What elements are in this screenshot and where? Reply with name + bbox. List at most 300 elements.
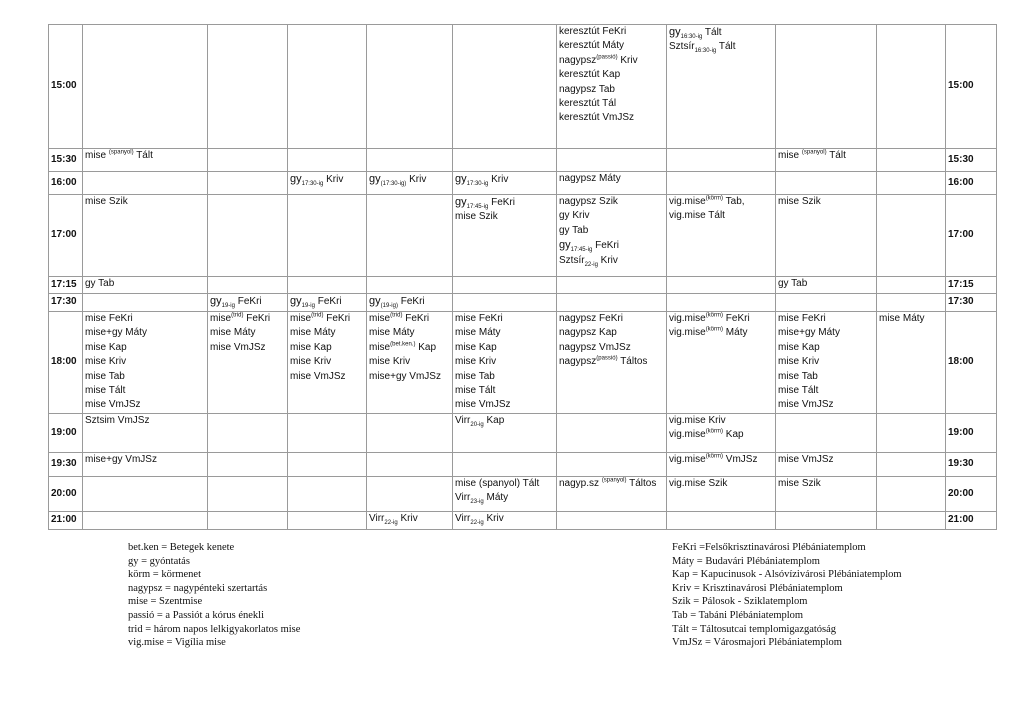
event-text: keresztút Kap [559,69,621,81]
subscript-note: 19-ig [301,303,315,309]
right-time-cell: 16:00 [946,172,997,195]
schedule-cell [667,149,776,172]
superscript-note: (körm) [705,195,724,202]
event-entry [669,428,773,442]
event-entry [455,341,554,355]
event-entry [210,294,285,309]
event-entry [669,25,773,40]
schedule-row [49,195,997,277]
event-text: nagypsz VmJSz [559,341,631,353]
event-text: mise Kriv [85,356,127,368]
event-text: gy Tab [559,224,589,236]
right-time-cell: 15:00 [946,25,997,149]
event-entry [669,195,773,209]
event-text: FeKri [323,313,351,324]
event-text: mise [210,313,232,324]
superscript-note: (spanyol) [601,477,627,484]
left-time-cell: 16:00 [49,172,83,195]
event-text: FeKri [402,313,430,324]
event-entry [455,172,554,187]
schedule-cell [208,195,288,277]
subscript-note: 23-ig [470,499,484,506]
schedule-table [48,24,997,530]
event-text: Sztsim VmJSz [85,414,150,426]
event-entry [559,97,664,111]
event-text: mise Máty [290,327,336,339]
event-text: Tált [716,41,736,53]
subscript-note: 17:45-ig [570,247,593,254]
subscript-note: 20-ig [470,421,484,428]
schedule-cell [367,294,453,312]
schedule-row [49,149,997,172]
schedule-cell [208,413,288,452]
event-entry [559,25,664,39]
event-entry [559,355,664,369]
right-time-cell: 17:15 [946,277,997,294]
event-entry [669,209,773,223]
schedule-cell [367,277,453,294]
event-text: mise VmJSz [455,399,511,411]
schedule-cell [208,149,288,172]
right-time-cell: 15:30 [946,149,997,172]
schedule-cell [288,172,367,195]
schedule-cell [877,413,946,452]
event-text: Tab, [723,196,745,207]
event-text: FeKri [243,313,271,324]
event-text: nagypsz Máty [559,173,621,184]
event-text: VmJSz [723,453,758,465]
schedule-cell [288,25,367,149]
superscript-note: (passió) [596,54,618,61]
schedule-cell [288,452,367,476]
event-entry [85,149,205,163]
event-text: mise Máty [879,313,925,324]
event-text: gy Kriv [559,210,590,222]
event-entry [85,195,205,209]
schedule-cell [877,511,946,529]
event-text: FeKri [314,296,342,307]
event-text: mise Tált [778,385,819,397]
legend-item: passió = a Passiót a kórus énekli [128,609,264,621]
event-entry [559,238,664,253]
event-entry [778,341,874,355]
schedule-cell [83,511,208,529]
event-text: Kap [723,429,744,441]
event-entry [290,341,364,355]
event-entry [85,370,205,384]
schedule-cell [453,476,557,511]
event-text: Virr [455,492,471,504]
event-text: gy Tab [778,278,808,289]
event-entry [85,398,205,412]
event-entry [455,414,554,428]
legend-item: FeKri =Felsőkrisztinavárosi Plébániatemplom [672,542,866,553]
church-legend [672,541,902,650]
event-entry [669,326,773,340]
event-text: mise (spanyol) Tált [455,477,540,489]
schedule-cell [557,195,667,277]
event-text: mise Tab [85,370,125,382]
schedule-cell [557,476,667,511]
event-text: Máty [483,492,509,504]
schedule-cell [877,195,946,277]
event-entry [455,491,554,505]
event-text: Táltos [617,356,648,368]
schedule-cell [367,511,453,529]
schedule-cell [453,511,557,529]
event-entry [85,341,205,355]
event-entry [455,512,554,526]
event-text: keresztút Máty [559,40,625,52]
event-entry [290,326,364,340]
event-text: Tált [826,150,846,161]
schedule-cell [557,277,667,294]
schedule-cell [667,277,776,294]
event-text: Kriv [617,54,638,66]
event-text: Táltos [626,477,657,489]
schedule-cell [667,312,776,414]
schedule-cell [367,172,453,195]
event-text: mise Kap [290,341,332,353]
event-text: FeKri [592,240,619,252]
event-text: mise FeKri [85,313,133,324]
event-text: mise+gy Máty [778,327,840,339]
event-text: gy [455,196,467,208]
subscript-note: 16:30-ig [694,48,717,55]
schedule-cell [557,413,667,452]
superscript-note: (passió) [596,355,618,362]
event-text: mise VmJSz [290,370,346,382]
superscript-note: (bet.ken.) [390,341,416,348]
schedule-cell [877,172,946,195]
schedule-cell [453,413,557,452]
event-text: mise+gy VmJSz [85,453,157,465]
event-text: Kriv [406,174,427,185]
schedule-row [49,511,997,529]
event-text: nagypsz FeKri [559,313,623,324]
event-text: mise [369,341,391,353]
event-text: mise Máty [210,327,256,339]
schedule-cell [83,294,208,312]
left-time-cell: 19:00 [49,413,83,452]
schedule-cell [877,452,946,476]
event-text: mise Máty [455,327,501,339]
event-text: keresztút VmJSz [559,112,635,124]
schedule-cell [208,312,288,414]
left-time-cell: 15:30 [49,149,83,172]
schedule-cell [557,511,667,529]
event-entry [778,477,874,491]
event-entry [778,277,874,291]
legend-item: vig.mise = Vigília mise [128,637,226,649]
event-text: FeKri [234,296,262,307]
left-time-cell: 20:00 [49,476,83,511]
event-entry [778,195,874,209]
schedule-cell [776,277,877,294]
schedule-cell [367,25,453,149]
left-time-cell: 17:30 [49,294,83,312]
left-time-cell: 19:30 [49,452,83,476]
event-entry [85,384,205,398]
legend-item: Kriv = Krisztinavárosi Plébániatemplom [672,582,843,594]
schedule-row [49,172,997,195]
event-text: FeKri [488,197,515,208]
event-text: vig.mise [669,327,706,339]
event-text: mise Tab [778,370,818,382]
schedule-cell [667,195,776,277]
schedule-cell [288,476,367,511]
event-entry [778,355,874,369]
event-text: mise Szik [455,211,498,223]
schedule-cell [288,195,367,277]
schedule-cell [208,172,288,195]
schedule-cell [667,294,776,312]
legend-item: Kap = Kapucinusok - Alsóvízivárosi Plébániatemplom [672,569,902,581]
legend-item: Tab = Tabáni Plébániatemplom [672,609,804,621]
schedule-cell [453,25,557,149]
event-entry [778,453,874,467]
event-entry [455,195,554,210]
event-text: mise Szik [778,477,821,489]
schedule-cell [877,25,946,149]
legend-item: nagypsz = nagypénteki szertartás [128,582,268,594]
event-text: vig.mise [669,453,706,465]
legend-item: trid = három napos lelkigyakorlatos mise [128,623,301,635]
event-entry [778,312,874,326]
schedule-row [49,476,997,511]
event-text: mise Kap [455,341,497,353]
event-text: FeKri [397,296,425,307]
event-text: mise [290,313,312,324]
event-entry [669,414,773,428]
event-entry [559,477,664,491]
event-entry [559,39,664,53]
legend-item: VmJSz = Városmajori Plébániatemplom [672,637,842,649]
event-text: Kriv [488,174,509,185]
event-entry [85,453,205,467]
event-text: mise Kriv [369,356,411,368]
schedule-cell [776,25,877,149]
schedule-cell [557,149,667,172]
event-text: keresztút Tál [559,98,617,110]
event-text: mise [778,150,802,161]
event-entry [85,355,205,369]
event-text: Virr [369,512,385,524]
schedule-cell [667,476,776,511]
legend-item: körm = körmenet [128,569,201,581]
schedule-cell [667,452,776,476]
legend-item: gy = gyóntatás [128,555,190,567]
event-text: Kriv [397,512,418,524]
event-entry [85,277,205,291]
schedule-cell [877,294,946,312]
event-text: Sztsír [669,41,695,53]
event-text: mise FeKri [455,313,503,324]
right-time-cell: 17:00 [946,195,997,277]
event-entry [290,312,364,326]
event-text: mise VmJSz [778,399,834,411]
event-text: mise Máty [369,327,415,339]
schedule-cell [83,195,208,277]
subscript-note: 17:30-ig [301,181,324,187]
event-text: gy Tab [85,278,115,289]
event-entry [559,312,664,326]
subscript-note: 22-ig [384,519,398,526]
event-entry [559,172,664,186]
event-text: gy [369,295,381,307]
event-text: mise+gy VmJSz [369,370,441,382]
event-entry [559,224,664,238]
superscript-note: (trid) [311,312,324,319]
superscript-note: (spanyol) [801,149,827,156]
legend-item: mise = Szentmise [128,596,203,608]
subscript-note: 22-ig [470,519,484,526]
schedule-cell [83,413,208,452]
schedule-cell [453,277,557,294]
left-time-cell: 15:00 [49,25,83,149]
event-entry [369,172,450,187]
schedule-cell [453,312,557,414]
schedule-cell [453,172,557,195]
schedule-cell [453,452,557,476]
schedule-row [49,294,997,312]
schedule-cell [83,476,208,511]
event-text: vig.mise [669,196,706,207]
event-text: Kriv [323,174,344,185]
event-text: gy [669,26,681,38]
event-text: Kap [415,341,437,353]
event-text: mise Kriv [455,356,497,368]
schedule-cell [367,312,453,414]
event-text: FeKri [723,313,750,324]
event-entry [290,370,364,384]
superscript-note: (trid) [231,312,244,319]
schedule-cell [83,149,208,172]
event-text: mise Kriv [290,356,332,368]
event-entry [778,384,874,398]
event-text: mise Szik [85,196,128,207]
schedule-cell [557,452,667,476]
schedule-cell [208,476,288,511]
event-text: Kap [483,414,505,426]
schedule-cell [667,172,776,195]
schedule-cell [288,511,367,529]
schedule-cell [877,149,946,172]
event-text: keresztút FeKri [559,26,627,37]
event-entry [455,210,554,224]
event-entry [559,111,664,125]
right-time-cell: 17:30 [946,294,997,312]
subscript-note: 22-ig [584,261,598,268]
subscript-note: 17:45-ig [466,204,489,210]
schedule-cell [557,294,667,312]
event-text: Kriv [597,254,618,266]
event-entry [290,294,364,309]
event-text: nagypsz Szik [559,196,618,207]
event-text: mise Kriv [778,356,820,368]
schedule-cell [208,294,288,312]
event-entry [290,172,364,187]
schedule-cell [667,511,776,529]
schedule-cell [776,413,877,452]
superscript-note: (körm) [705,453,724,460]
event-text: Tált [133,150,153,161]
event-text: mise Tált [85,385,126,397]
schedule-cell [367,149,453,172]
subscript-note: 16:30-ig [680,34,703,40]
legend-item: Tált = Táltosutcai templomigazgatóság [672,623,837,635]
event-entry [559,254,664,268]
schedule-cell [288,312,367,414]
event-entry [669,312,773,326]
event-text: vig.mise Kriv [669,414,726,426]
schedule-cell [776,149,877,172]
event-entry [455,355,554,369]
event-entry [778,149,874,163]
event-text: nagypsz [559,356,597,368]
event-entry [559,326,664,340]
event-entry [778,326,874,340]
event-text: vig.mise [669,429,706,441]
schedule-cell [776,312,877,414]
event-entry [455,477,554,491]
schedule-cell [208,277,288,294]
schedule-cell [453,294,557,312]
event-entry [369,312,450,326]
superscript-note: (körm) [705,327,724,334]
schedule-cell [776,172,877,195]
schedule-cell [877,476,946,511]
schedule-cell [367,413,453,452]
legend-item: Szik = Pálosok - Sziklatemplom [672,596,808,608]
event-text: mise [369,313,391,324]
schedule-body [49,25,997,530]
schedule-cell [208,25,288,149]
event-text: nagyp.sz [559,477,602,489]
event-entry [369,326,450,340]
event-entry [369,341,450,355]
event-entry [85,312,205,326]
event-text: mise Kap [778,341,820,353]
schedule-cell [288,277,367,294]
schedule-cell [83,25,208,149]
schedule-cell [557,172,667,195]
event-entry [879,312,943,326]
event-text: nagypsz [559,54,597,66]
event-entry [210,341,285,355]
event-text: mise FeKri [778,313,826,324]
event-entry [559,83,664,97]
schedule-cell [288,149,367,172]
schedule-cell [453,195,557,277]
event-text: Virr [455,512,471,524]
event-text: Máty [723,327,748,339]
left-time-cell: 21:00 [49,511,83,529]
event-text: gy [290,295,302,307]
schedule-cell [776,452,877,476]
event-entry [369,355,450,369]
schedule-cell [367,452,453,476]
event-entry [210,312,285,326]
event-text: gy [455,173,467,185]
subscript-note: 17:30-ig [466,181,489,187]
event-entry [559,209,664,223]
event-text: mise+gy Máty [85,327,147,339]
event-entry [455,312,554,326]
schedule-cell [208,511,288,529]
event-entry [455,384,554,398]
event-text: gy [290,173,302,185]
